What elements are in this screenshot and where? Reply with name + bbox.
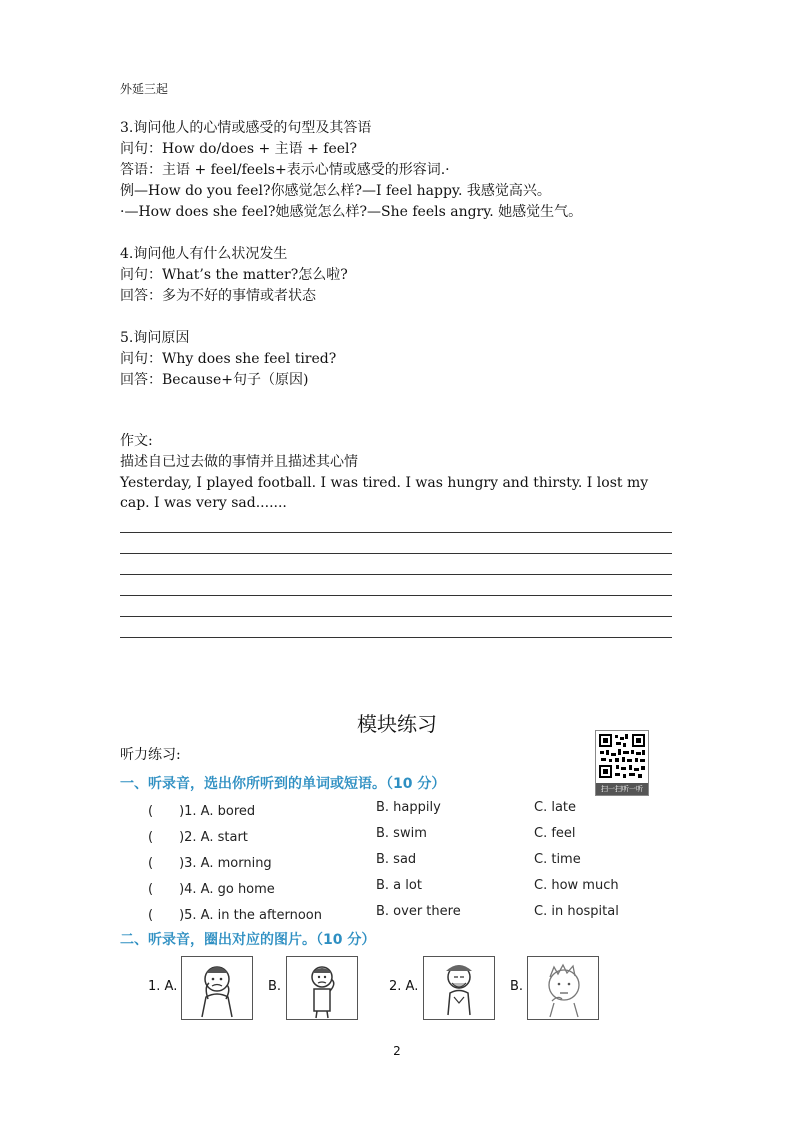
notes-line: 例—How do you feel?你感觉怎么样?—I feel happy. 我感觉高兴。 [120,183,551,199]
qr-caption: 扫一扫听一听 [596,783,648,795]
notes-line: 3.询问他人的心情或感受的句型及其答语 [120,120,372,136]
option-c[interactable]: C. time [534,852,581,867]
option-c[interactable]: C. how much [534,878,619,893]
notes-line: ·—How does she feel?她感觉怎么样?—She feels angry. 她感觉生气。 [120,204,583,220]
boy-thinking-icon [528,957,598,1019]
qr-code[interactable] [595,730,649,796]
section-2-heading: 二、听录音，圈出对应的图片。（10 分） [120,932,376,948]
option-b[interactable]: B. swim [376,826,427,841]
option-b[interactable]: B. sad [376,852,417,867]
notes-line: 回答：多为不好的事情或者状态 [120,288,316,304]
question-4[interactable]: ( )4. A. go home [148,882,275,897]
option-b[interactable]: B. a lot [376,878,422,893]
picture-2b[interactable] [527,956,599,1020]
option-c[interactable]: C. feel [534,826,576,841]
option-c[interactable]: C. in hospital [534,904,619,919]
question-5[interactable]: ( )5. A. in the afternoon [148,908,322,923]
listening-label: 听力练习: [120,747,181,763]
picture-label: B. [510,979,524,994]
notes-line: 答语：主语 + feel/feels+表示心情或感受的形容词.· [120,162,450,178]
notes-line: 问句：How do/does + 主语 + feel? [120,141,358,157]
essay-text: Yesterday, I played football. I was tired. I was hungry and thirsty. I lost my cap. I was very sad....... [120,475,649,511]
picture-1a[interactable] [181,956,253,1020]
module-title: 模块练习 [357,712,437,736]
notes-line: 5.询问原因 [120,330,190,346]
writing-line[interactable] [120,637,672,638]
question-3[interactable]: ( )3. A. morning [148,856,272,871]
question-2[interactable]: ( )2. A. start [148,830,248,845]
writing-line[interactable] [120,532,672,533]
picture-label: B. [268,979,282,994]
writing-line[interactable] [120,616,672,617]
option-c[interactable]: C. late [534,800,577,815]
essay-label: 作文: [120,433,153,449]
section-1-heading: 一、听录音，选出你所听到的单词或短语。（10 分） [120,776,446,792]
grandpa-tired-icon [424,957,494,1019]
boy-sick-icon [287,957,357,1019]
option-b[interactable]: B. over there [376,904,461,919]
notes-line: 4.询问他人有什么状况发生 [120,246,288,262]
picture-2a[interactable] [423,956,495,1020]
page-header: 外延三起 [120,82,169,96]
notes-line: 问句：Why does she feel tired? [120,351,337,367]
boy-headache-icon [182,957,252,1019]
picture-1b[interactable] [286,956,358,1020]
picture-label: 2. A. [389,979,419,994]
writing-line[interactable] [120,574,672,575]
notes-line: 回答：Because+句子（原因) [120,372,309,388]
writing-line[interactable] [120,595,672,596]
page-number: 2 [393,1044,401,1058]
qr-code-icon [596,731,648,781]
picture-label: 1. A. [148,979,178,994]
essay-prompt: 描述自已过去做的事情并且描述其心情 [120,454,358,470]
question-1[interactable]: ( )1. A. bored [148,804,256,819]
notes-line: 问句：What’s the matter?怎么啦? [120,267,348,283]
option-b[interactable]: B. happily [376,800,441,815]
writing-line[interactable] [120,553,672,554]
